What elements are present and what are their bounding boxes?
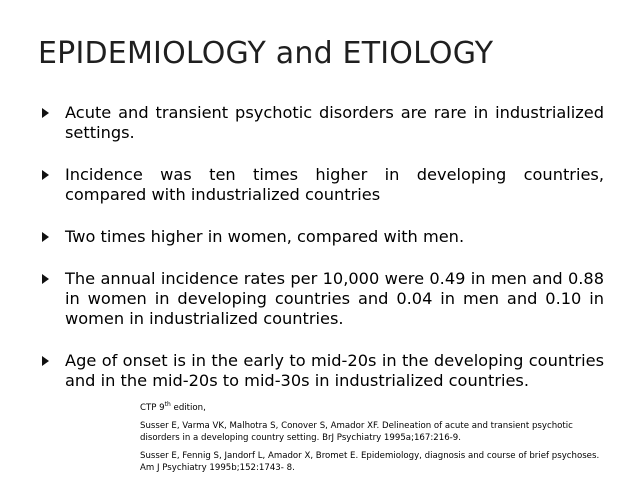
bullet-text: The annual incidence rates per 10,000 were 0.49 in men and 0.88 in women in developing countries and 0.04 in men and 0.10 in women in industrialized countries. — [65, 269, 604, 328]
reference-2: Susser E, Fennig S, Jandorf L, Amador X, Bromet E. Epidemiology, diagnosis and course of brief psychoses. Am J Psychiatry 1995b;152:1743- 8. — [140, 451, 600, 473]
bullet-item — [38, 103, 604, 143]
bullet-text: Age of onset is in the early to mid-20s in the developing countries and in the mid-20s to mid-30s in industrialized countries. — [65, 351, 604, 390]
bullet-item — [38, 165, 604, 205]
bullet-text: Incidence was ten times higher in developing countries, compared with industrialized countries — [65, 165, 604, 204]
bullet-text: Two times higher in women, compared with men. — [65, 227, 465, 246]
arrow-bullet-icon — [42, 232, 49, 242]
reference-1: Susser E, Varma VK, Malhotra S, Conover S, Amador XF. Delineation of acute and transient psychotic disorders in a developing country setting. BrJ Psychiatry 1995a;167:216-9. — [140, 421, 573, 443]
arrow-bullet-icon — [42, 170, 49, 180]
reference-ctp-prefix: CTP 9 — [140, 403, 165, 413]
reference-ctp-sup: th — [164, 401, 171, 409]
bullet-item — [38, 227, 604, 247]
slide-title: EPIDEMIOLOGY and ETIOLOGY — [38, 36, 494, 71]
arrow-bullet-icon — [42, 108, 49, 118]
references — [140, 402, 610, 474]
bullet-item — [38, 269, 604, 329]
arrow-bullet-icon — [42, 274, 49, 284]
arrow-bullet-icon — [42, 356, 49, 366]
bullet-text: Acute and transient psychotic disorders are rare in industrialized settings. — [65, 103, 604, 142]
reference-ctp-suffix: edition, — [170, 403, 206, 413]
bullet-list — [38, 100, 604, 391]
reference-ctp — [140, 402, 610, 414]
bullet-item — [38, 351, 604, 391]
